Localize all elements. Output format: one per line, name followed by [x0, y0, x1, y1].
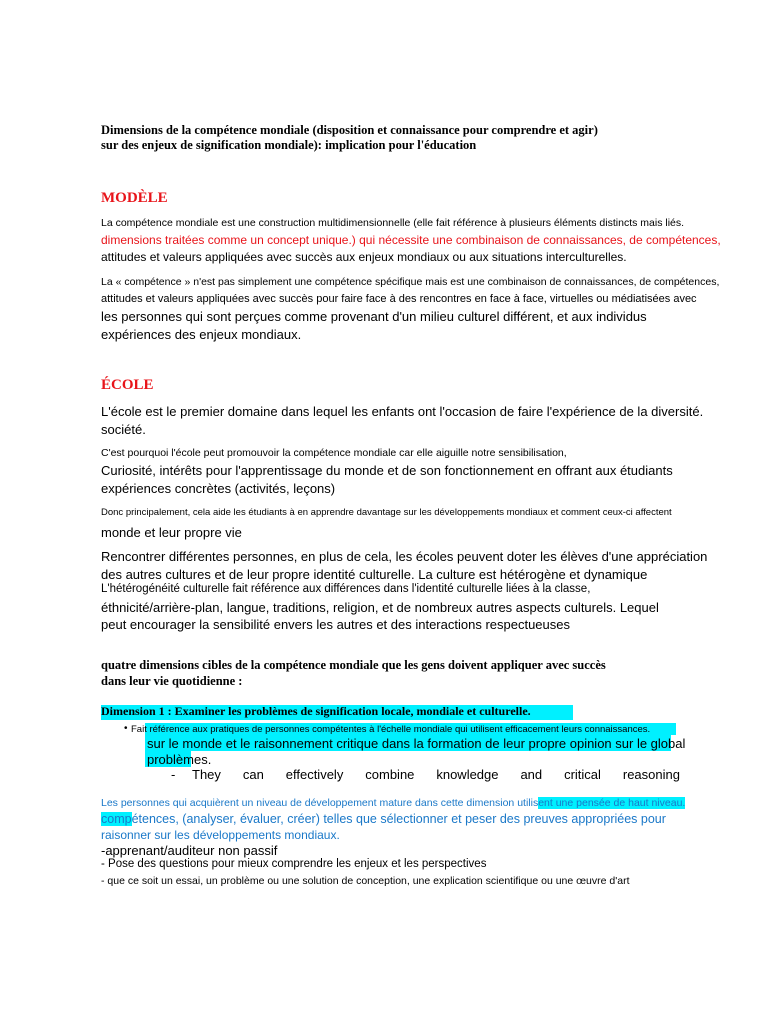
end-line-2: - Pose des questions pour mieux comprendre les enjeux et les perspectives [101, 858, 487, 870]
modele-p2-line1: La « compétence » n'est pas simplement une compétence spécifique mais est une combinaison de connaissances, de compétences, [101, 276, 720, 288]
bullet-line-3 [147, 752, 211, 767]
ecole-line-6: Donc principalement, cela aide les étudiants à en apprendre davantage sur les développements mondiaux et comment ceux-ci affectent [101, 507, 672, 518]
blue-para-line-1-part-a: Les personnes qui acquièrent un niveau de développement mature dans cette dimension utilis [101, 797, 539, 809]
modele-p1-line3: attitudes et valeurs appliquées avec succès aux enjeux mondiaux ou aux situations interculturelles. [101, 250, 627, 264]
section-heading-ecole: ÉCOLE [101, 377, 154, 393]
bullet-icon: • [124, 723, 128, 734]
blue-para-line-1 [101, 797, 685, 809]
blue-para-line-2-part-b: étences, (analyser, évaluer, créer) telles que sélectionner et peser des preuves appropriées pour [131, 812, 666, 826]
modele-p1-line1: La compétence mondiale est une construction multidimensionnelle (elle fait référence à plusieurs éléments distincts mais liés. [101, 217, 685, 229]
sub-bullet-word: and [520, 767, 543, 782]
ecole-line-5: expériences concrètes (activités, leçons) [101, 481, 336, 496]
dimensions-intro-line-1: quatre dimensions cibles de la compétence mondiale que les gens doivent appliquer avec succès [101, 658, 606, 672]
modele-p1-line2: dimensions traitées comme un concept unique.) qui nécessite une combinaison de connaissances, de compétences, [101, 233, 721, 247]
ecole-line-11: éthnicité/arrière-plan, langue, traditions, religion, et de nombreux autres aspects culturels. Lequel [101, 600, 659, 615]
bullet-line-1: Fait référence aux pratiques de personnes compétentes à l'échelle mondiale qui utilisent efficacement leurs connaissances. [131, 724, 651, 735]
modele-p2-line4: expériences des enjeux mondiaux. [101, 327, 302, 342]
ecole-line-1: L'école est le premier domaine dans lequel les enfants ont l'occasion de faire l'expérience de la diversité. [101, 404, 704, 419]
bullet-line-2: sur le monde et le raisonnement critique dans la formation de leur propre opinion sur le global [147, 736, 686, 751]
sub-bullet-word: reasoning [622, 767, 680, 782]
ecole-line-8: Rencontrer différentes personnes, en plus de cela, les écoles peuvent doter les élèves d'une appréciation [101, 549, 708, 564]
blue-para-line-2 [101, 812, 666, 826]
modele-p2-line3: les personnes qui sont perçues comme provenant d'un milieu culturel différent, et aux individus [101, 309, 647, 324]
dimension-1-title: Dimension 1 : Examiner les problèmes de signification locale, mondiale et culturelle. [101, 704, 531, 718]
sub-bullet-word: knowledge [436, 767, 499, 782]
modele-p2-line2: attitudes et valeurs appliquées avec succès pour faire face à des rencontres en face à face, virtuelles ou médiatisées avec [101, 293, 697, 305]
sub-bullet-word: critical [564, 767, 601, 782]
ecole-line-2: société. [101, 422, 146, 437]
sub-bullet-word: They [192, 767, 221, 782]
section-heading-modele: MODÈLE [101, 190, 168, 206]
blue-para-line-2-part-a: comp [101, 812, 132, 826]
end-line-3: - que ce soit un essai, un problème ou une solution de conception, une explication scientifique ou une œuvre d'art [101, 875, 630, 887]
sub-bullet-line [192, 767, 680, 782]
bullet-line-3-part-a: problèm [147, 752, 194, 767]
dimensions-intro-line-2: dans leur vie quotidienne : [101, 674, 243, 688]
sub-bullet-word: combine [365, 767, 415, 782]
ecole-line-12: peut encourager la sensibilité envers les autres et des interactions respectueuses [101, 617, 570, 632]
bullet-line-3-part-b: es. [193, 752, 212, 767]
ecole-line-9: des autres cultures et de leur propre identité culturelle. La culture est hétérogène et dynamique [101, 567, 648, 582]
doc-title-line-1: Dimensions de la compétence mondiale (disposition et connaissance pour comprendre et agir) [101, 123, 598, 137]
ecole-line-7: monde et leur propre vie [101, 525, 242, 540]
sub-bullet-word: can [242, 767, 264, 782]
sub-bullet-word: effectively [285, 767, 344, 782]
doc-title-line-2: sur des enjeux de signification mondiale): implication pour l'éducation [101, 138, 477, 152]
blue-para-line-3: raisonner sur les développements mondiaux. [101, 828, 340, 842]
end-line-1: -apprenant/auditeur non passif [101, 843, 278, 858]
sub-bullet-dash: - [171, 767, 176, 782]
ecole-line-3: C'est pourquoi l'école peut promouvoir la compétence mondiale car elle aiguille notre sensibilisation, [101, 447, 567, 459]
blue-para-line-1-part-b: ent une pensée de haut niveau. [538, 797, 686, 809]
ecole-line-10: L'hétérogénéité culturelle fait référence aux différences dans l'identité culturelle liées à la classe, [101, 583, 591, 595]
ecole-line-4: Curiosité, intérêts pour l'apprentissage du monde et de son fonctionnement en offrant aux étudiants [101, 463, 673, 478]
